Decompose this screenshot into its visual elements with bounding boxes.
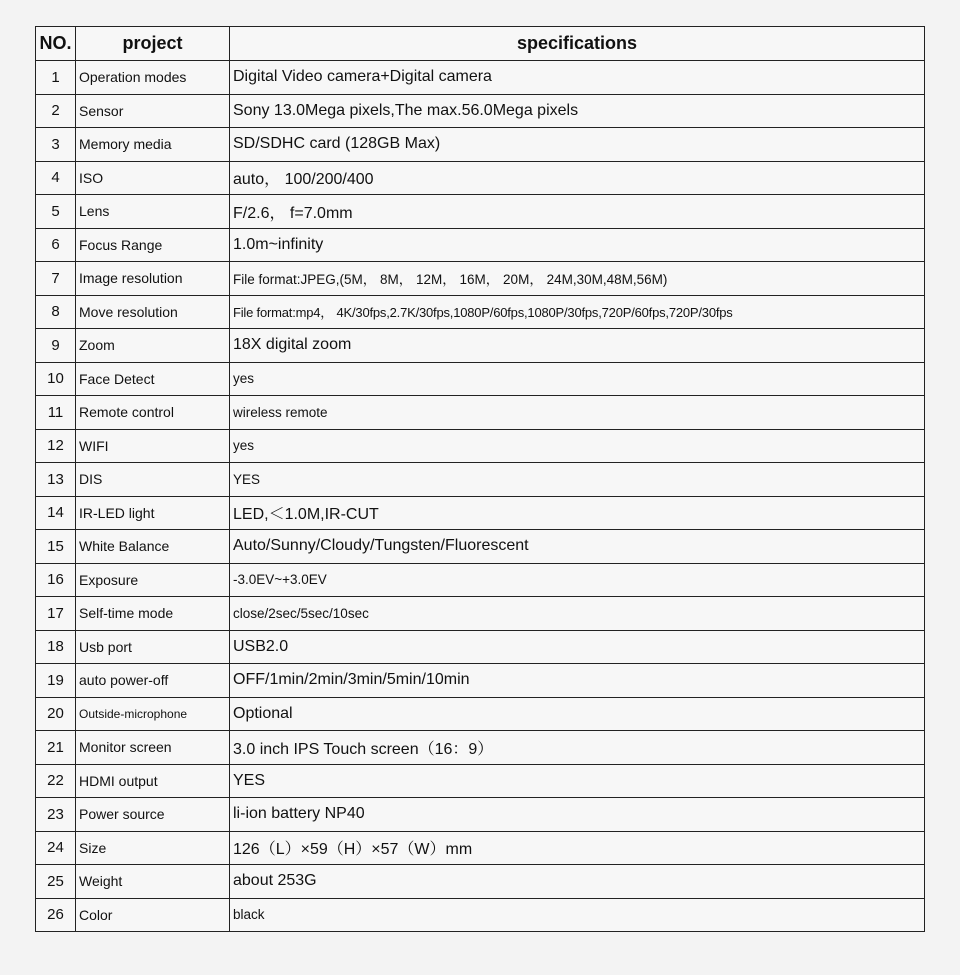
row-project: Outside-microphone [76, 697, 230, 731]
row-project: Color [76, 898, 230, 932]
table-row [36, 697, 925, 731]
row-number: 18 [36, 630, 76, 664]
row-number: 26 [36, 898, 76, 932]
row-project: Lens [76, 195, 230, 229]
row-project: White Balance [76, 530, 230, 564]
table-row [36, 798, 925, 832]
row-spec: about 253G [230, 865, 925, 899]
row-number: 10 [36, 362, 76, 396]
table-header-row [36, 27, 925, 61]
row-spec: Sony 13.0Mega pixels,The max.56.0Mega pixels [230, 94, 925, 128]
table-row [36, 731, 925, 765]
row-spec: li-ion battery NP40 [230, 798, 925, 832]
row-number: 7 [36, 262, 76, 296]
row-project: Usb port [76, 630, 230, 664]
table-row [36, 228, 925, 262]
row-spec: 18X digital zoom [230, 329, 925, 363]
table-row [36, 630, 925, 664]
row-spec: close/2sec/5sec/10sec [230, 597, 925, 631]
table-row [36, 597, 925, 631]
row-spec: YES [230, 764, 925, 798]
row-spec: SD/SDHC card (128GB Max) [230, 128, 925, 162]
row-spec: auto， 100/200/400 [230, 161, 925, 195]
row-project: Monitor screen [76, 731, 230, 765]
row-number: 5 [36, 195, 76, 229]
row-spec: Optional [230, 697, 925, 731]
row-spec: 126（L）×59（H）×57（W）mm [230, 831, 925, 865]
row-project: Focus Range [76, 228, 230, 262]
row-spec: LED,＜1.0M,IR-CUT [230, 496, 925, 530]
table-row [36, 764, 925, 798]
table-row [36, 664, 925, 698]
row-number: 14 [36, 496, 76, 530]
row-number: 17 [36, 597, 76, 631]
row-spec: File format:JPEG,(5M， 8M， 12M， 16M， 20M， 24M,30M,48M,56M) [230, 262, 925, 296]
row-project: Size [76, 831, 230, 865]
row-project: Image resolution [76, 262, 230, 296]
table-row [36, 831, 925, 865]
row-number: 24 [36, 831, 76, 865]
row-number: 25 [36, 865, 76, 899]
row-spec: yes [230, 429, 925, 463]
table-row [36, 195, 925, 229]
row-number: 16 [36, 563, 76, 597]
row-spec: USB2.0 [230, 630, 925, 664]
row-number: 21 [36, 731, 76, 765]
table-row [36, 262, 925, 296]
row-spec: F/2.6， f=7.0mm [230, 195, 925, 229]
table-row [36, 563, 925, 597]
row-number: 15 [36, 530, 76, 564]
table-row [36, 295, 925, 329]
row-spec: YES [230, 463, 925, 497]
row-number: 22 [36, 764, 76, 798]
row-spec: 3.0 inch IPS Touch screen（16：9） [230, 731, 925, 765]
table-row [36, 429, 925, 463]
row-number: 12 [36, 429, 76, 463]
row-number: 8 [36, 295, 76, 329]
header-project: project [76, 27, 230, 61]
row-spec: Auto/Sunny/Cloudy/Tungsten/Fluorescent [230, 530, 925, 564]
row-number: 19 [36, 664, 76, 698]
row-spec: wireless remote [230, 396, 925, 430]
row-project: WIFI [76, 429, 230, 463]
row-project: Memory media [76, 128, 230, 162]
table-row [36, 530, 925, 564]
table-row [36, 898, 925, 932]
row-project: Exposure [76, 563, 230, 597]
row-project: Sensor [76, 94, 230, 128]
header-no: NO. [36, 27, 76, 61]
row-project: IR-LED light [76, 496, 230, 530]
row-number: 20 [36, 697, 76, 731]
row-project: Self-time mode [76, 597, 230, 631]
table-row [36, 362, 925, 396]
row-number: 2 [36, 94, 76, 128]
row-project: HDMI output [76, 764, 230, 798]
table-row [36, 161, 925, 195]
table-row [36, 61, 925, 95]
row-number: 1 [36, 61, 76, 95]
row-project: ISO [76, 161, 230, 195]
table-row [36, 396, 925, 430]
row-spec: OFF/1min/2min/3min/5min/10min [230, 664, 925, 698]
row-project: Move resolution [76, 295, 230, 329]
table-row [36, 128, 925, 162]
row-spec: File format:mp4， 4K/30fps,2.7K/30fps,1080P/60fps,1080P/30fps,720P/60fps,720P/30fps [230, 295, 925, 329]
table-row [36, 463, 925, 497]
table-row [36, 94, 925, 128]
row-spec: -3.0EV~+3.0EV [230, 563, 925, 597]
header-specifications: specifications [230, 27, 925, 61]
table-row [36, 329, 925, 363]
row-number: 6 [36, 228, 76, 262]
table-row [36, 865, 925, 899]
row-spec: Digital Video camera+Digital camera [230, 61, 925, 95]
row-project: Zoom [76, 329, 230, 363]
row-project: Weight [76, 865, 230, 899]
row-spec: yes [230, 362, 925, 396]
table-row [36, 496, 925, 530]
row-project: Face Detect [76, 362, 230, 396]
spec-table [35, 26, 925, 932]
row-project: Operation modes [76, 61, 230, 95]
row-number: 4 [36, 161, 76, 195]
row-number: 3 [36, 128, 76, 162]
row-project: Remote control [76, 396, 230, 430]
row-number: 13 [36, 463, 76, 497]
row-number: 23 [36, 798, 76, 832]
row-spec: 1.0m~infinity [230, 228, 925, 262]
row-project: Power source [76, 798, 230, 832]
row-project: DIS [76, 463, 230, 497]
row-spec: black [230, 898, 925, 932]
row-number: 9 [36, 329, 76, 363]
row-project: auto power-off [76, 664, 230, 698]
row-number: 11 [36, 396, 76, 430]
